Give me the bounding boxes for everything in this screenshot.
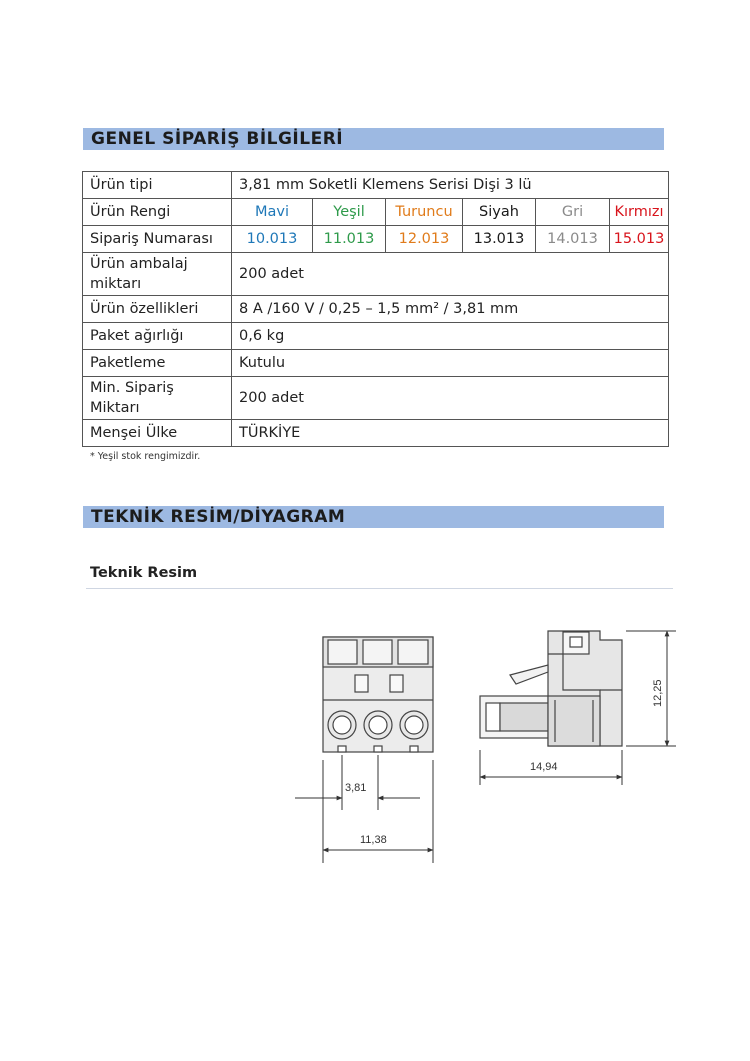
label-product-type: Ürün tipi [83, 172, 232, 199]
value-packaging: 200 adet [232, 253, 669, 296]
value-weight: 0,6 kg [232, 323, 669, 350]
label-features: Ürün özellikleri [83, 296, 232, 323]
technical-subtitle: Teknik Resim [90, 565, 198, 581]
footnote: * Yeşil stok rengimizdir. [90, 451, 201, 462]
label-min-order: Min. Sipariş Miktarı [83, 377, 232, 420]
side-view [480, 631, 622, 746]
color-name-siyah: Siyah [463, 199, 536, 226]
section-title-technical: TEKNİK RESİM/DİYAGRAM [83, 506, 664, 528]
value-product-type: 3,81 mm Soketli Klemens Serisi Dişi 3 lü [232, 172, 669, 199]
label-order-number: Sipariş Numarası [83, 226, 232, 253]
color-name-kirmizi: Kırmızı [610, 199, 669, 226]
front-dimensions [295, 755, 433, 863]
value-min-order: 200 adet [232, 377, 669, 420]
order-no-kirmizi: 15.013 [610, 226, 669, 253]
label-packaging: Ürün ambalaj miktarı [83, 253, 232, 296]
dim-pitch-label: 3,81 [345, 782, 367, 794]
value-origin: TÜRKİYE [232, 420, 669, 447]
order-no-gri: 14.013 [536, 226, 610, 253]
label-package: Paketleme [83, 350, 232, 377]
label-origin: Menşei Ülke [83, 420, 232, 447]
color-name-yesil: Yeşil [313, 199, 386, 226]
order-no-siyah: 13.013 [463, 226, 536, 253]
color-name-gri: Gri [536, 199, 610, 226]
section-title-general: GENEL SİPARİŞ BİLGİLERİ [83, 128, 664, 150]
order-no-yesil: 11.013 [313, 226, 386, 253]
dim-height-label: 12,25 [652, 679, 664, 707]
dim-width-label: 11,38 [360, 834, 387, 846]
color-name-mavi: Mavi [232, 199, 313, 226]
color-name-turuncu: Turuncu [386, 199, 463, 226]
value-features: 8 A /160 V / 0,25 – 1,5 mm² / 3,81 mm [232, 296, 669, 323]
order-no-mavi: 10.013 [232, 226, 313, 253]
value-package: Kutulu [232, 350, 669, 377]
label-weight: Paket ağırlığı [83, 323, 232, 350]
dim-depth-label: 14,94 [530, 761, 558, 773]
front-view [323, 637, 433, 752]
label-colors: Ürün Rengi [83, 199, 232, 226]
order-no-turuncu: 12.013 [386, 226, 463, 253]
